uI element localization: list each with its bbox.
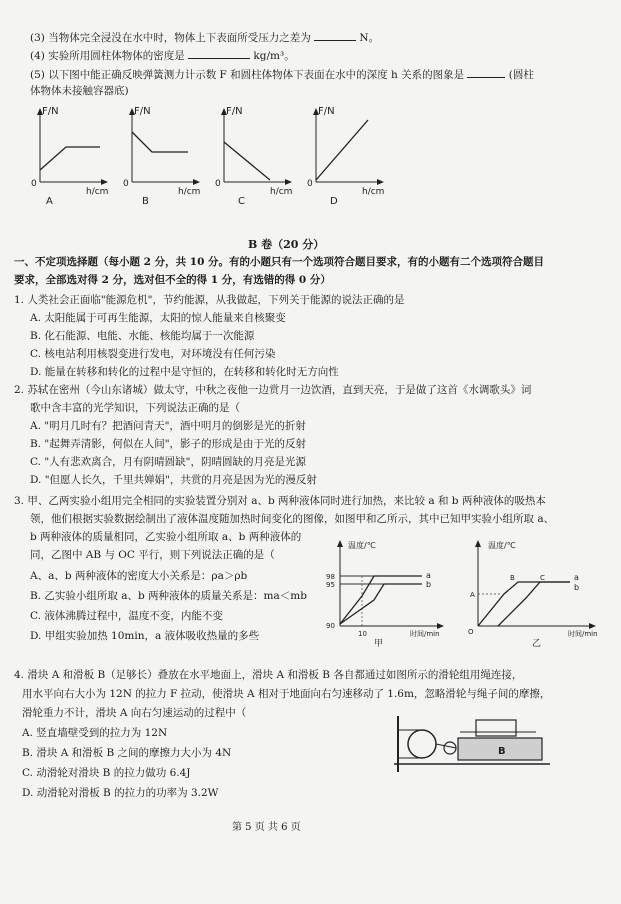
yi-xlabel: 时间/min [568,630,598,638]
item5-blank [467,67,505,78]
graph-b-xlabel: h/cm [178,187,201,197]
q1-stem: 1. 人类社会正面临"能源危机"，节约能源，从我做起，下列关于能源的说法正确的是 [14,294,405,306]
block-a [476,720,516,736]
item3-unit: N。 [359,32,380,44]
graph-d-origin: 0 [307,179,313,189]
yi-caption: 乙 [532,639,542,649]
q1-option-c: C. 核电站利用核裂变进行发电，对环境没有任何污染 [30,348,276,360]
item5-line1 [30,67,534,82]
graph-b [122,100,212,210]
graph-b-ylabel: F/N [134,106,151,117]
movable-pulley [408,730,436,758]
item3-blank [314,30,356,41]
jia-label-b: b [426,580,432,589]
section-b-heading-1: 一、不定项选择题（每小题 2 分，共 10 分。有的小题只有一个选项符合题目要求，有的小题有二个选项符合题目 [14,256,545,268]
q2-option-c: C. "人有悲欢离合，月有阴晴圆缺"，阴晴圆缺的月亮是光源 [30,456,306,468]
page-number: 第 5 页 共 6 页 [232,822,301,833]
q4-option-a: A. 竖直墙壁受到的拉力为 12N [22,727,168,739]
graph-c [214,100,304,210]
q2-option-a: A. "明月几时有？把酒问青天"，酒中明月的倒影是光的折射 [30,420,306,432]
q1-option-b: B. 化石能源、电能、水能、核能均属于一次能源 [30,330,255,342]
item5-text: (5) 以下图中能正确反映弹簧测力计示数 F 和圆柱体物体下表面在水中的深度 h 关系的图象是 [30,69,465,81]
item4-text: (4) 实验所用圆柱体物体的密度是 [30,50,185,62]
q4-option-b: B. 滑块 A 和滑板 B 之间的摩擦力大小为 4N [22,747,232,759]
yi-label-a: A [470,591,475,599]
pulley-figure [394,712,550,782]
jia-tick10: 10 [358,630,367,638]
item5-line2: 体物体未接触容器底) [30,85,129,97]
graph-b-letter: B [142,196,149,207]
q2-stem-1: 2. 苏轼在密州（今山东诸城）做太守，中秋之夜他一边赏月一边饮酒，直到天亮，于是做了这首《水调歌头》词 [14,384,532,396]
q3-option-a: A、a、b 两种液体的密度大小关系是：ρa＞ρb [30,570,248,582]
item5-tail: (圆柱 [508,69,534,81]
graph-c-ylabel: F/N [226,106,243,117]
jia-label-a: a [426,571,431,580]
jia-xlabel: 时间/min [410,630,440,638]
graph-d-letter: D [330,196,338,207]
graph-c-xlabel: h/cm [270,187,293,197]
jia-t98: 98 [326,573,335,581]
item3-text: (3) 当物体完全浸没在水中时，物体上下表面所受压力之差为 [30,32,311,44]
graph-c-origin: 0 [215,179,221,189]
q4-stem-3: 滑轮重力不计，滑块 A 向右匀速运动的过程中（ [22,707,247,719]
q1-option-d: D. 能量在转移和转化的过程中是守恒的，在转移和转化时无方向性 [30,366,339,378]
item3 [30,30,379,45]
jia-t90: 90 [326,622,335,630]
q3-stem-2: 领，他们根据实验数据绘制出了液体温度随加热时间变化的图像，如图甲和乙所示，其中已知甲实验小组所取 a、 [30,513,555,525]
q3-stem-1: 3. 甲、乙两实验小组用完全相同的实验装置分别对 a、b 两种液体同时进行加热，来比较 a 和 b 两种液体的吸热本 [14,495,546,507]
yi-label-lb: b [574,583,580,592]
item4-blank [188,48,250,59]
yi-label-c: C [540,574,545,582]
figure-jia [322,538,457,648]
q4-option-c: C. 动滑轮对滑块 B 的拉力做功 6.4J [22,767,191,779]
q1-option-a: A. 太阳能属于可再生能源，太阳的惊人能量来自核聚变 [30,312,286,324]
graph-c-letter: C [238,196,245,207]
item4-unit: kg/m³。 [253,50,295,62]
item4 [30,48,295,63]
yi-label-la: a [574,573,579,582]
yi-ylabel: 温度/℃ [488,541,516,550]
q2-option-d: D. "但愿人长久，千里共婵娟"，共赏的月亮是因为光的漫反射 [30,474,317,486]
figure-yi [460,538,610,648]
q4-stem-1: 4. 滑块 A 和滑板 B（足够长）叠放在水平地面上，滑块 A 和滑板 B 各自都通过如图所示的滑轮组用绳连接， [14,669,523,681]
graph-a-xlabel: h/cm [86,187,109,197]
q3-option-c: C. 液体沸腾过程中，温度不变，内能不变 [30,610,223,622]
graph-a [30,100,120,210]
q3-stem-4: 同，乙图中 AB 与 OC 平行，则下列说法正确的是（ [30,549,275,561]
q4-option-d: D. 动滑轮对滑板 B 的拉力的功率为 3.2W [22,787,219,799]
board-b-label: B [498,746,506,757]
q3-stem-3: b 两种液体的质量相同，乙实验小组所取 a、b 两种液体的 [30,531,302,543]
graph-a-ylabel: F/N [42,106,59,117]
q2-stem-2: 歌中含丰富的光学知识，下列说法正确的是（ [30,402,240,414]
section-b-title: B 卷（20 分） [248,238,325,251]
graph-b-origin: 0 [123,179,129,189]
graph-a-origin: 0 [31,179,37,189]
jia-t95: 95 [326,581,335,589]
yi-label-o: O [468,628,474,636]
section-b-heading-2: 要求，全部选对得 2 分，选对但不全的得 1 分，有选错的得 0 分） [14,274,331,286]
q2-option-b: B. "起舞弄清影，何似在人间"，影子的形成是由于光的反射 [30,438,307,450]
jia-ylabel: 温度/℃ [348,541,376,550]
yi-label-b: B [510,574,515,582]
graph-d-ylabel: F/N [318,106,335,117]
graph-d-xlabel: h/cm [362,187,385,197]
graph-d [306,100,396,210]
q3-option-b: B. 乙实验小组所取 a、b 两种液体的质量关系是：ma＜mb [30,590,307,602]
graph-a-letter: A [46,196,53,207]
q4-stem-2: 用水平向右大小为 12N 的拉力 F 拉动，使滑块 A 相对于地面向右匀速移动了 1.6m，忽略滑轮与绳子间的摩擦， [22,688,551,700]
jia-caption: 甲 [374,639,384,649]
q3-option-d: D. 甲组实验加热 10min，a 液体吸收热量的多些 [30,630,260,642]
